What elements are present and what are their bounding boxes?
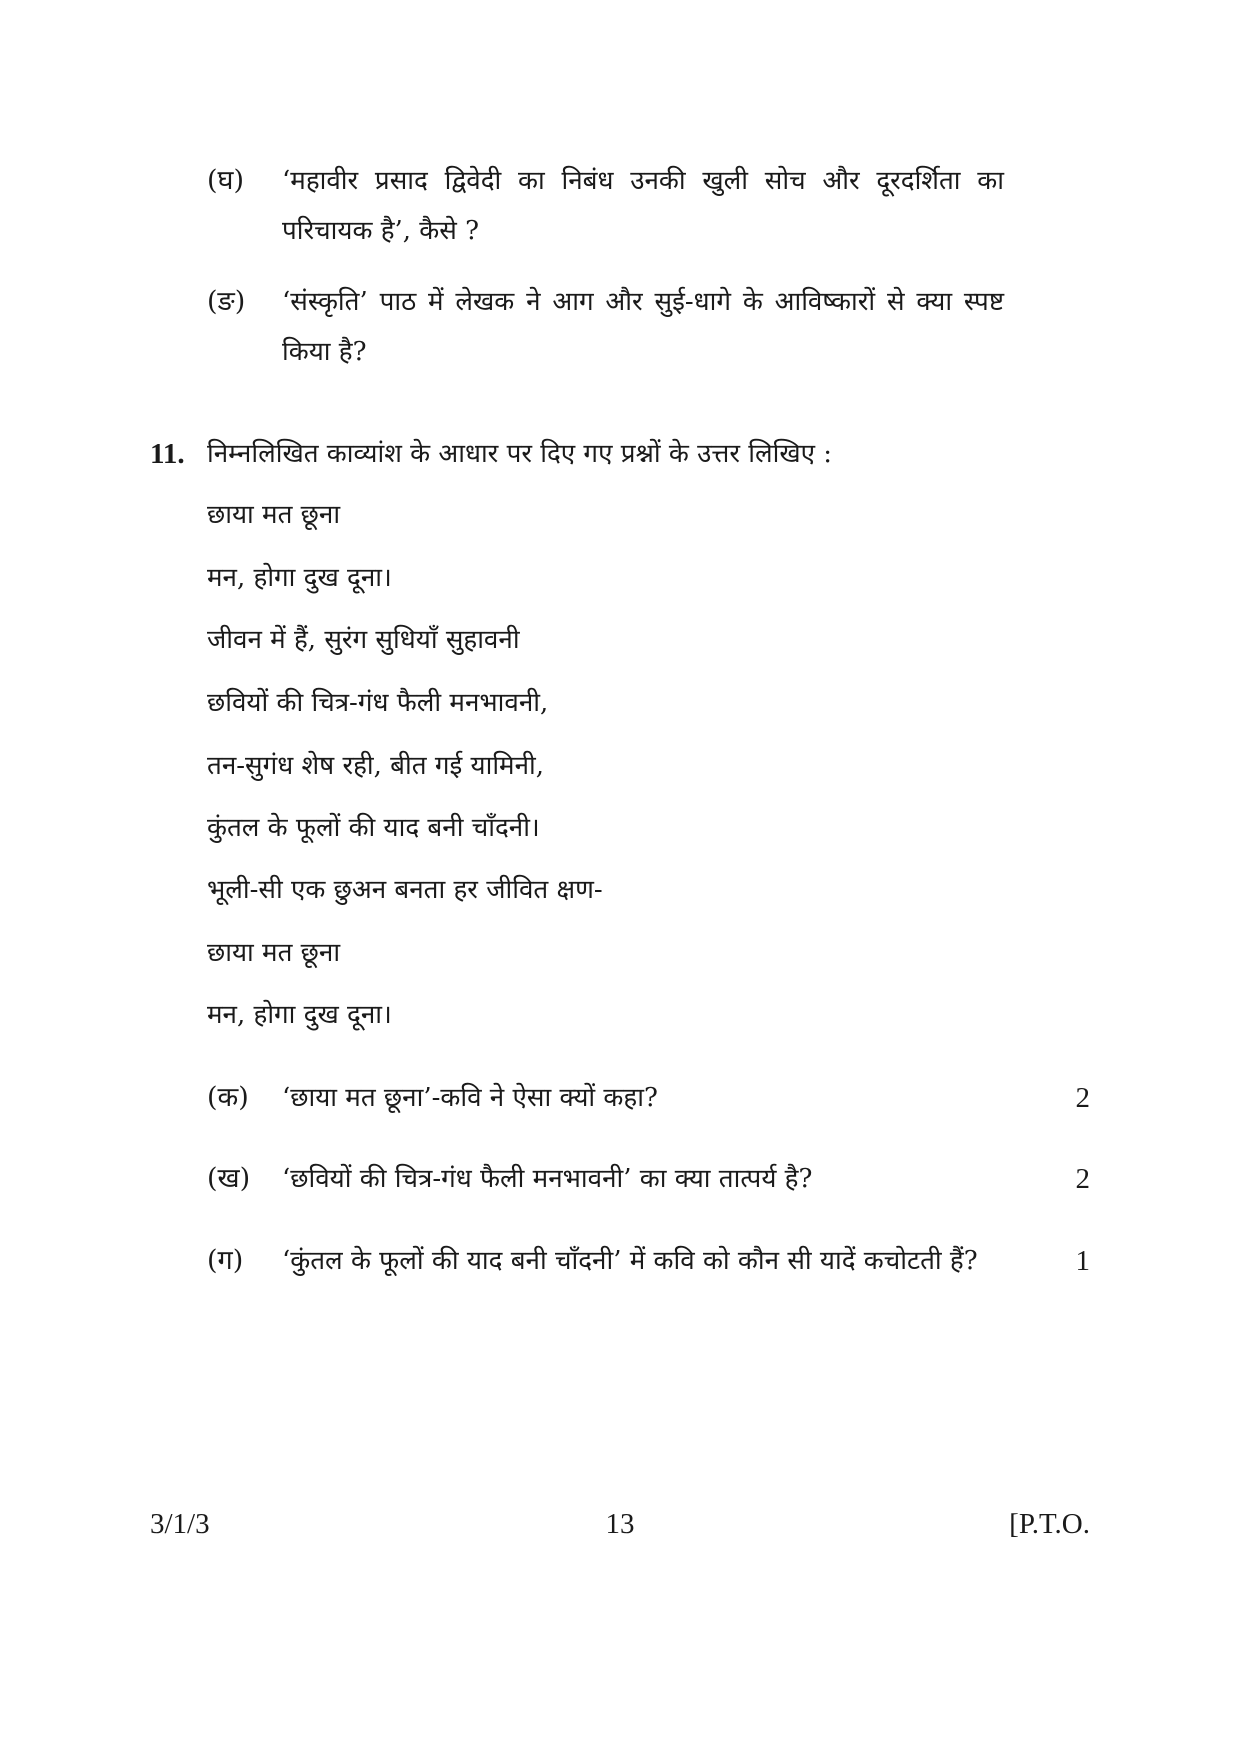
paper-code: 3/1/3 — [150, 1508, 210, 1540]
poem-line: छाया मत छूना — [207, 500, 341, 530]
subpart-text-nga-line1: ‘संस्कृति’ पाठ में लेखक ने आग और सुई-धागे के आविष्कारों से क्या स्पष्ट — [282, 287, 1004, 317]
marks-kha: 2 — [1075, 1163, 1090, 1195]
question-number: 11. — [150, 438, 185, 470]
subpart-label-ka: (क) — [207, 1082, 249, 1113]
page-number: 13 — [605, 1508, 635, 1540]
poem-line: भूली-सी एक छुअन बनता हर जीवित क्षण- — [207, 875, 603, 905]
subpart-label-kha: (ख) — [207, 1163, 251, 1194]
poem-line: छवियों की चित्र-गंध फैली मनभावनी, — [207, 688, 549, 718]
poem-line: मन, होगा दुख दूना। — [207, 1000, 392, 1030]
poem-line: मन, होगा दुख दूना। — [207, 563, 392, 593]
pto-label: [P.T.O. — [1009, 1508, 1090, 1540]
subpart-text-kha: ‘छवियों की चित्र-गंध फैली मनभावनी’ का क्या तात्पर्य है? — [282, 1164, 813, 1194]
poem-line: तन-सुगंध शेष रही, बीत गई यामिनी, — [207, 751, 545, 781]
marks-ga: 1 — [1075, 1245, 1090, 1277]
question-prompt: निम्नलिखित काव्यांश के आधार पर दिए गए प्रश्नों के उत्तर लिखिए : — [207, 439, 833, 469]
poem-line: छाया मत छूना — [207, 938, 341, 968]
subpart-text-ga: ‘कुंतल के फूलों की याद बनी चाँदनी’ में कवि को कौन सी यादें कचोटती हैं? — [282, 1246, 978, 1276]
subpart-text-gha-line1: ‘महावीर प्रसाद द्विवेदी का निबंध उनकी खुली सोच और दूरदर्शिता का — [282, 166, 1004, 196]
subpart-text-nga-line2: किया है? — [282, 337, 367, 367]
subpart-text-ka: ‘छाया मत छूना’-कवि ने ऐसा क्यों कहा? — [282, 1083, 658, 1113]
subpart-label-gha: (घ) — [207, 165, 245, 196]
subpart-label-ga: (ग) — [207, 1245, 244, 1276]
poem-line: कुंतल के फूलों की याद बनी चाँदनी। — [207, 813, 540, 843]
marks-ka: 2 — [1075, 1082, 1090, 1114]
subpart-label-nga: (ङ) — [207, 286, 246, 317]
poem-line: जीवन में हैं, सुरंग सुधियाँ सुहावनी — [207, 625, 520, 655]
subpart-text-gha-line2: परिचायक है’, कैसे ? — [282, 216, 480, 246]
